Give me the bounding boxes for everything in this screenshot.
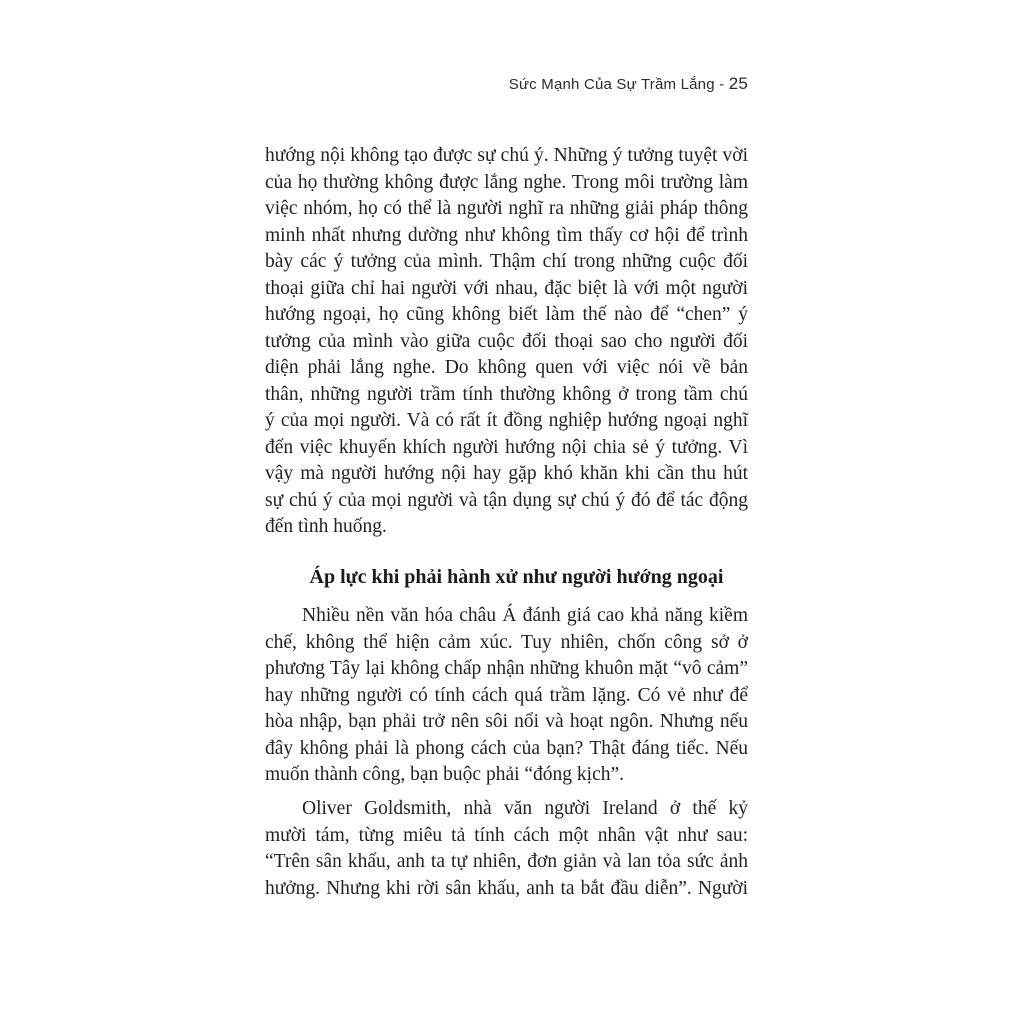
section-heading: Áp lực khi phải hành xử như người hướng ngoại xyxy=(309,566,724,588)
book-title: Sức Mạnh Của Sự Trầm Lắng xyxy=(508,76,715,93)
text-line: hướng nội không tạo được sự chú ý. Những ý tưởng tuyệt vời xyxy=(265,145,748,166)
text-line: thân, những người trầm tính thường không ở trong tầm chú xyxy=(265,383,748,405)
header-separator: - xyxy=(714,76,729,93)
text-line: thoại giữa chỉ hai người với nhau, đặc biệt là với một người xyxy=(265,277,748,299)
text-line: đến tình huống. xyxy=(265,516,387,537)
page-number: 25 xyxy=(728,74,748,93)
paragraph-1 xyxy=(265,143,748,541)
text-line: đến việc khuyến khích người hướng nội chia sẻ ý tưởng. Vì xyxy=(265,436,748,458)
text-line: minh nhất nhưng dường như không tìm thấy cơ hội để trình xyxy=(265,224,748,246)
running-header xyxy=(509,74,748,94)
text-line: diện phải lắng nghe. Do không quen với việc nói về bản xyxy=(265,357,748,378)
paragraph-3 xyxy=(265,796,748,902)
text-line: tưởng của mình vào giữa cuộc đối thoại sao cho người đối xyxy=(265,330,748,352)
text-line: “Trên sân khấu, anh ta tự nhiên, đơn giản và lan tỏa sức ảnh xyxy=(265,851,748,872)
text-line: chế, không thể hiện cảm xúc. Tuy nhiên, chốn công sở ở xyxy=(265,631,748,653)
text-line: hưởng. Nhưng khi rời sân khấu, anh ta bắt đầu diễn”. Người xyxy=(265,877,748,899)
text-line: của họ thường không được lắng nghe. Trong môi trường làm xyxy=(265,171,748,193)
text-line: hay những người có tính cách quá trầm lặng. Có vẻ như để xyxy=(265,684,748,706)
text-line: bày các ý tưởng của mình. Thậm chí trong những cuộc đối xyxy=(265,251,748,272)
text-line: đây không phải là phong cách của bạn? Thật đáng tiếc. Nếu xyxy=(265,737,748,759)
text-line: hướng ngoại, họ cũng không biết làm thế nào để “chen” ý xyxy=(265,304,748,325)
text-line: phương Tây lại không chấp nhận những khuôn mặt “vô cảm” xyxy=(265,658,748,679)
text-line: muốn thành công, bạn buộc phải “đóng kịch”. xyxy=(265,764,625,785)
text-line: vậy mà người hướng nội hay gặp khó khăn khi cần thu hút xyxy=(265,463,748,484)
text-line: mười tám, từng miêu tả tính cách một nhân vật như sau: xyxy=(265,824,748,846)
text-line: việc nhóm, họ có thể là người nghĩ ra những giải pháp thông xyxy=(265,198,748,219)
paragraph-2 xyxy=(265,603,748,789)
text-line: Nhiều nền văn hóa châu Á đánh giá cao khả năng kiềm xyxy=(302,605,748,626)
text-line: hòa nhập, bạn phải trở nên sôi nổi và hoạt ngôn. Nhưng nếu xyxy=(265,711,748,732)
text-line: ý của mọi người. Và có rất ít đồng nghiệp hướng ngoại nghĩ xyxy=(265,410,748,431)
text-line: sự chú ý của mọi người và tận dụng sự chú ý đó để tác động xyxy=(265,489,748,511)
text-line: Oliver Goldsmith, nhà văn người Ireland ở thế kỷ xyxy=(302,798,748,819)
